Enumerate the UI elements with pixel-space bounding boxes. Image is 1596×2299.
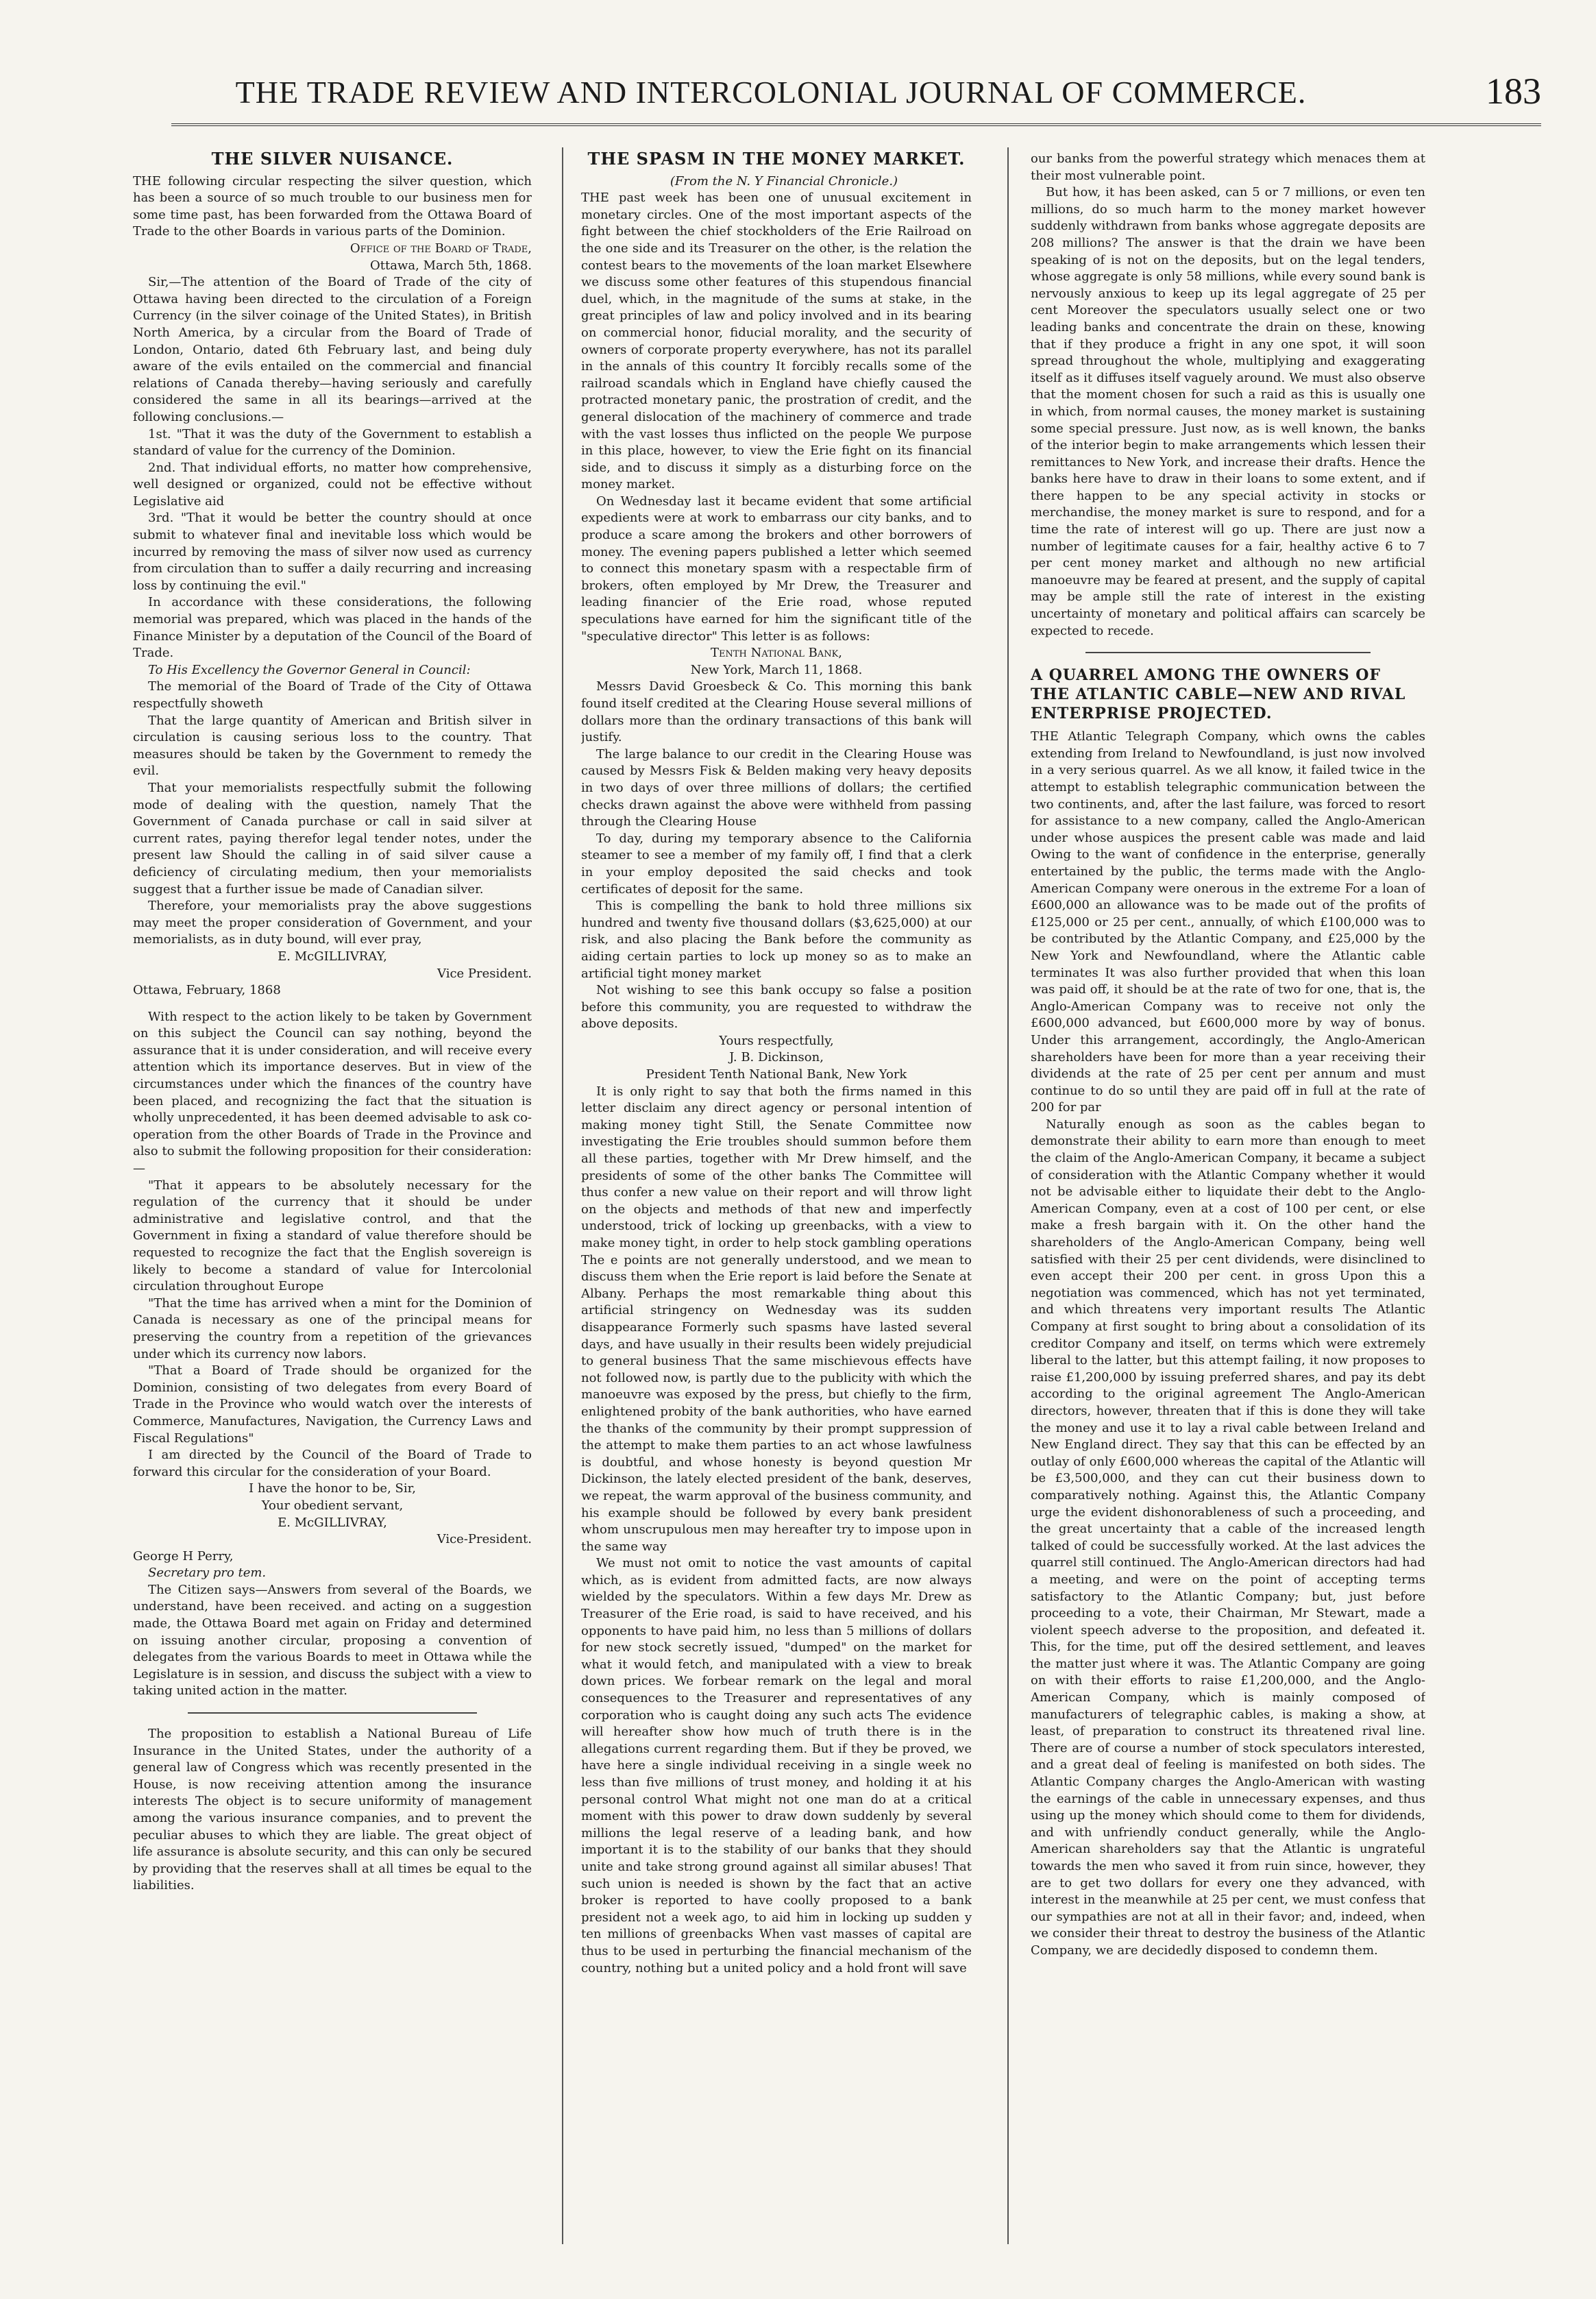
page-number: 183	[1486, 71, 1541, 112]
paragraph: Not wishing to see this bank occupy so false a position before this community, you are requested to withdraw the above deposits.	[581, 983, 972, 1032]
paragraph: "That it appears to be absolutely necessary for the regulation of the currency that it should be under administrative and legislative control, and that the Government in fixing a standard of value therefore should be requested to recognize the fact that the English sovereign is likely to become a standard of value for Intercolonial circulation throughout Europe	[133, 1178, 532, 1294]
paragraph: It is only right to say that both the firms named in this letter disclaim any direct agency or personal intention of making money tight Still, the Senate Committee now investigating the Erie troubles should summon before them all these parties, together with Mr Drew himself, and the presidents of some of the other banks The Committee will thus confer a new value on their report and will throw light on the objects and methods of that new and imperfectly understood, trick of locking up greenbacks, with a view to make money tight, in order to help stock gambling operations The e points are not generally understood, and we mean to discuss them when the Erie report is laid before the Senate at Albany. Perhaps the most remarkable thing about this artificial stringency on Wednesday was its sudden disappearance Formerly such spasms have lasted several days, and have usually in their results been widely prejudicial to general business That the same mischievous effects have not followed now, is partly due to the publicity with which the manoeuvre was exposed by the press, but chiefly to the firm, enlightened probity of the bank authorities, who have earned the thanks of the community by their prompt suppression of the attempt to make them parties to an act whose lawfulness is doubtful, and whose honesty is beyond question Mr Dickinson, the lately elected president of the bank, deserves, we repeat, the warm approval of the business community, and his example should be followed by every bank president whom unscrupulous men may hereafter try to impose upon in the same way	[581, 1084, 972, 1554]
paragraph: In accordance with these considerations, the following memorial was prepared, which was placed in the hands of the Finance Minister by a deputation of the Council of the Board of Trade.	[133, 595, 532, 661]
paragraph: Messrs David Groesbeck & Co. This morning this bank found itself credited at the Clearing House several millions of dollars more than the ordinary transactions of this bank will justify.	[581, 679, 972, 745]
paragraph: Therefore, your memorialists pray the above suggestions may meet the proper consideration of Government, and your memorialists, as in duty bound, will ever pray,	[133, 899, 532, 947]
bank-name: Tenth National Bank,	[710, 646, 843, 661]
paragraph: THE past week has been one of unusual excitement in monetary circles. One of the most important aspects of the fight between the chief stockholders of the Erie Railroad on the one side and its Treasurer on the other, is the relation the contest bears to the movements of the loan market Elsewhere we discuss some other features of this stupendous financial duel, which, in the magnitude of the sums at stake, in the great principles of law and policy involved and in its bearing on commercial honor, fiducial morality, and the security of owners of corporate property everywhere, has not its parallel in the annals of this country It forcibly recalls some of the railroad scandals which in England have chiefly caused the protracted monetary panic, the prostration of credit, and the general dislocation of the machinery of commerce and trade with the vast losses thus inflicted on the people We purpose in this place, however, to view the Erie fight on its financial side, and to discuss it simply as a disturbing force on the money market.	[581, 191, 972, 492]
signature-title: Vice-President.	[437, 1532, 532, 1547]
paragraph: our banks from the powerful strategy which menaces them at their most vulnerable point.	[1031, 151, 1425, 183]
article-headline-spasm: THE SPASM IN THE MONEY MARKET.	[587, 151, 966, 169]
closing-line: I have the honor to be, Sir,	[249, 1481, 416, 1496]
letter-office: Office of the Board of Trade,	[349, 241, 532, 256]
paragraph: On Wednesday last it became evident that some artificial expedients were at work to embarrass our city banks, and to produce a scare among the brokers and other borrowers of money. The evening papers published a letter which seemed to connect this monetary spasm with a respectable firm of brokers, often employed by Mr Drew, the Treasurer and leading financier of the Erie road, whose reputed speculations have earned for him the significant title of the "speculative director" This letter is as follows:	[581, 494, 972, 644]
journal-title: THE TRADE REVIEW AND INTERCOLONIAL JOURNAL OF COMMERCE.	[235, 75, 1307, 110]
paragraph: That your memorialists respectfully submit the following mode of dealing with the question, namely That the Government of Canada purchase or call in said silver at current rates, paying therefor legal tender notes, under the present law Should the calling in of said silver cause a deficiency of circulating medium, then your memorialists suggest that a further issue be made of Canadian silver.	[133, 780, 532, 897]
paragraph: To day, during my temporary absence to the California steamer to see a member of my family off, I find that a clerk in your employ deposited the said checks and took certificates of deposit for the same.	[581, 831, 972, 897]
paragraph: That the large quantity of American and British silver in circulation is causing serious loss to the country. That measures should be taken by the Government to remedy the evil.	[133, 713, 532, 779]
paragraph: "That the time has arrived when a mint for the Dominion of Canada is necessary as one of the principal means for preserving the country from a repetition of the grievances under which its currency now labors.	[133, 1296, 532, 1361]
column-3	[1031, 151, 1425, 2244]
article-intro: THE following circular respecting the silver question, which has been a source of so much trouble to our business men for some time past, has been forwarded from the Ottawa Board of Trade to the other Boards in various parts of the Dominion.	[133, 173, 532, 239]
column-1	[133, 151, 532, 2244]
article-source: (From the N. Y Financial Chronicle.)	[670, 173, 898, 188]
signature-name: E. McGILLIVRAY,	[278, 949, 387, 964]
secretary-title: Secretary pro tem.	[148, 1566, 267, 1581]
signature-name: E. McGILLIVRAY,	[278, 1515, 387, 1530]
closing-line: Your obedient servant,	[261, 1498, 404, 1513]
signature-name: J. B. Dickinson,	[729, 1050, 824, 1065]
article-headline-cable: A QUARREL AMONG THE OWNERS OF THE ATLANTIC CABLE—NEW AND RIVAL ENTERPRISE PROJECTED.	[1031, 666, 1406, 723]
paragraph: But how, it has been asked, can 5 or 7 millions, or even ten millions, do so much harm to the money market however suddenly withdrawn from banks whose aggregate deposits are 208 millions? The answer is that the drain we have been speaking of is not on the deposits, but on the legal tenders, whose aggregate is only 58 millions, while every sound bank is nervously anxious to keep up its legal aggregate of 25 per cent Moreover the speculators usually select one or two leading banks and concentrate the drain on these, knowing that if they produce a fright in any one spot, it will soon spread throughout the whole, multiplying and exaggerating itself as it diffuses itself vaguely around. We must also observe that the moment chosen for such a raid as this is usually one in which, from normal causes, the money market is sustaining some special pressure. Just now, as is well known, the banks of the interior begin to make arrangements which lessen their remittances to New York, and increase their drafts. Hence the banks here have to draw in their loans to some extent, and if there happen to be any special activity in stocks or merchandise, the money market is sure to respond, and for a time the rate of interest will go up. There are just now a number of legitimate causes for a fair, healthy active 6 to 7 per cent money market and although no new artificial manoeuvre may be feared at present, and the supply of capital may be ample still the rate of interest in the existing uncertainty of monetary and political affairs can scarcely be expected to recede.	[1031, 185, 1425, 638]
paragraph: 3rd. "That it would be better the country should at once submit to whatever final and inevitable loss which would be incurred by removing the mass of silver now used as currency from circulation than to suffer a daily recurring and increasing loss by continuing the evil."	[133, 511, 532, 593]
column-2	[581, 151, 972, 2244]
paragraph: The memorial of the Board of Trade of the City of Ottawa respectfully showeth	[133, 679, 532, 711]
column-divider-1	[562, 147, 563, 2244]
paragraph: "That a Board of Trade should be organized for the Dominion, consisting of two delegates from every Board of Trade in the Province who would watch over the interests of Commerce, Manufactures, Navigation, the Currency Laws and Fiscal Regulations"	[133, 1363, 532, 1446]
paragraph: We must not omit to notice the vast amounts of capital which, as is evident from admitted facts, are now always wielded by the speculators. Within a few days Mr. Drew as Treasurer of the Erie road, is said to have received, and his opponents to have paid him, no less than 5 millions of dollars for new stock secretly issued, "dumped" on the market for what it would fetch, and manipulated with a view to break down prices. We forbear remark on the legal and moral consequences to the Treasurer and representatives of any corporation who is caught doing any such acts The evidence will hereafter show how much of truth there is in the allegations current regarding them. But if they be proved, we have here a single individual receiving in a single week no less than five millions of trust money, and holding it at his personal control What might not one man do at a critical moment with this power to draw down suddenly by several millions the legal reserve of a leading bank, and how important it is to the stability of our banks that they should unite and take strong ground against all similar abuses! That such union is needed is shown by the fact that an active broker is reported to have coolly proposed to a bank president not a week ago, to aid him in locking up sudden y ten millions of greenbacks When vast masses of capital are thus to be used in perturbing the financial mechanism of the country, nothing but a united policy and a hold front will save	[581, 1556, 972, 1975]
paragraph: I am directed by the Council of the Board of Trade to forward this circular for the consideration of your Board.	[133, 1448, 532, 1479]
paragraph: To His Excellency the Governor General in Council:	[148, 662, 471, 677]
paragraph: This is compelling the bank to hold three millions six hundred and twenty five thousand dollars ($3,625,000) at our risk, and also placing the Bank before the community as aiding certain parties to lock up money so as to make an artificial tight money market	[581, 899, 972, 981]
paragraph: The large balance to our credit in the Clearing House was caused by Messrs Fisk & Belden making very heavy deposits in two days of over three millions of dollars; the certified checks drawn against the above were withheld from passing through the Clearing House	[581, 746, 972, 829]
article-headline-silver: THE SILVER NUISANCE.	[211, 151, 454, 169]
secretary-name: George H Perry,	[133, 1548, 234, 1564]
column-divider-2	[1007, 147, 1009, 2244]
paragraph: The proposition to establish a National Bureau of Life Insurance in the United States, under the authority of a general law of Congress which was recently presented in the House, is now receiving attention among the insurance interests The object is to secure uniformity of management among the various insurance companies, and to prevent the peculiar abuses to which they are liable. The great object of life assurance is absolute security, and this can only be secured by providing that the reserves shall at all times be equal to the liabilities.	[133, 1727, 532, 1893]
article-separator	[1085, 652, 1371, 653]
paragraph: THE Atlantic Telegraph Company, which owns the cables extending from Ireland to Newfoundland, is just now involved in a very serious quarrel. As we all know, it failed twice in the attempt to establish telegraphic communication between the two continents, and, after the last failure, was forced to resort for assistance to a new company, called the Anglo-American under whose auspices the present cable was made and laid Owing to the want of confidence in the enterprise, generally entertained by the public, the terms made with the Anglo-American Company were onerous in the extreme For a loan of £600,000 an allowance was to be made out of the profits of £125,000 or 25 per cent., annually, of which £100,000 was to be contributed by the Atlantic Company, and £25,000 by the New York and Newfoundland, where the Atlantic cable terminates It was also further provided that when this loan was paid off, it should be at the rate of two for one, that is, the Anglo-American Company was to receive not only the £600,000 advanced, but £600,000 more by way of bonus. Under this arrangement, accordingly, the Anglo-American shareholders have been for more than a year receiving their dividends at the rate of 25 per cent per annum and must continue to do so until they are paid off in full at the rate of 200 for par	[1031, 729, 1425, 1115]
paragraph: With respect to the action likely to be taken by Government on this subject the Council can say nothing, beyond the assurance that it is under consideration, and will receive every attention which its importance deserves. But in view of the circumstances under which the finances of the country have been placed, and recognizing the fact that the situation is wholly unprecedented, it has been deemed advisable to ask co-operation from the other Boards of Trade in the Province and also to submit the following proposition for their consideration:—	[133, 1009, 532, 1176]
paragraph: The Citizen says—Answers from several of the Boards, we understand, have been received. and acting on a suggestion made, the Ottawa Board met again on Friday and determined on issuing another circular, proposing a convention of delegates from the various Boards to meet in Ottawa while the Legislature is in session, and discuss the subject with a view to taking united action in the matter.	[133, 1582, 532, 1699]
letter-date: Ottawa, March 5th, 1868.	[370, 258, 532, 273]
article-separator	[188, 1712, 477, 1714]
paragraph: 2nd. That individual efforts, no matter how comprehensive, well designed or organized, could not be effective without Legislative aid	[133, 460, 532, 509]
place-date: Ottawa, February, 1868	[133, 983, 281, 998]
closing-line: Yours respectfully,	[719, 1033, 834, 1048]
signature-title: Vice President.	[437, 966, 532, 981]
bank-date: New York, March 11, 1868.	[690, 662, 863, 677]
paragraph: 1st. "That it was the duty of the Government to establish a standard of value for the currency of the Dominion.	[133, 426, 532, 459]
header-rule	[171, 123, 1541, 126]
page-header	[171, 62, 1541, 130]
signature-title: President Tenth National Bank, New York	[646, 1067, 907, 1082]
paragraph: Naturally enough as soon as the cables began to demonstrate their ability to earn more than enough to meet the claim of the Anglo-American Company, it became a subject of consideration with the Atlantic Company whether it would not be advisable either to liquidate their debt to the Anglo-American Company, even at a cost of 100 per cent, or else make a fresh bargain with it. On the other hand the shareholders of the Anglo-American Company, being well satisfied with their 25 per cent dividends, were disinclined to even accept their 200 per cent. in gross Upon this a negotiation was commenced, which has not yet terminated, and which threatens very important results The Atlantic Company at first sought to bring about a consolidation of its creditor Company and itself, on terms which were extremely liberal to the latter, but this attempt failing, it now proposes to raise £1,200,000 by issuing preferred shares, and pay its debt according to the original agreement The Anglo-American directors, however, threaten that if this is done they will take the money and use it to lay a rival cable between Ireland and New England direct. They say that this can be effected by an outlay of only £600,000 whereas the capital of the Atlantic will be £3,500,000, and they can cut their business down to comparatively nothing. Against this, the Atlantic Company urge the evident dishonorableness of such a proceeding, and the great uncertainty that a cable of the increased length talked of could be successfully worked. At the last advices the quarrel still continued. The Anglo-American directors had had a meeting, and were on the point of accepting terms satisfactory to the Atlantic Company; but, just before proceeding to a vote, their Chairman, Mr Stewart, made a violent speech adverse to the proposition, and defeated it. This, for the time, put off the desired settlement, and leaves the matter just where it was. The Atlantic Company are going on with their efforts to raise £1,200,000, and the Anglo-American Company, which is mainly composed of manufacturers of telegraphic cables, is making a show, at least, of preparation to construct its threatened rival line. There are of course a number of stock speculators interested, and a great deal of feeling is manifested on both sides. The Atlantic Company charges the Anglo-American with wasting the earnings of the cable in unnecessary expenses, and thus using up the money which should come to them for dividends, and with unfriendly conduct generally, while the Anglo-American shareholders say that the Atlantic is ungrateful towards the men who saved it from ruin since, however, they are to get two dollars for every one they advanced, with interest in the meanwhile at 25 per cent, we must confess that our sympathies are not at all in their favor; and, indeed, when we consider their threat to destroy the business of the Atlantic Company, we are decidedly disposed to condemn them.	[1031, 1117, 1425, 1958]
paragraph: Sir,—The attention of the Board of Trade of the city of Ottawa having been directed to the circulation of a Foreign Currency (in the silver coinage of the United States), in British North America, by a circular from the Board of Trade of London, Ontario, dated 6th February last, and being duly aware of the evils entailed on the commercial and financial relations of Canada thereby—having seriously and carefully considered the same in all its bearings—arrived at the following conclusions.—	[133, 275, 532, 424]
